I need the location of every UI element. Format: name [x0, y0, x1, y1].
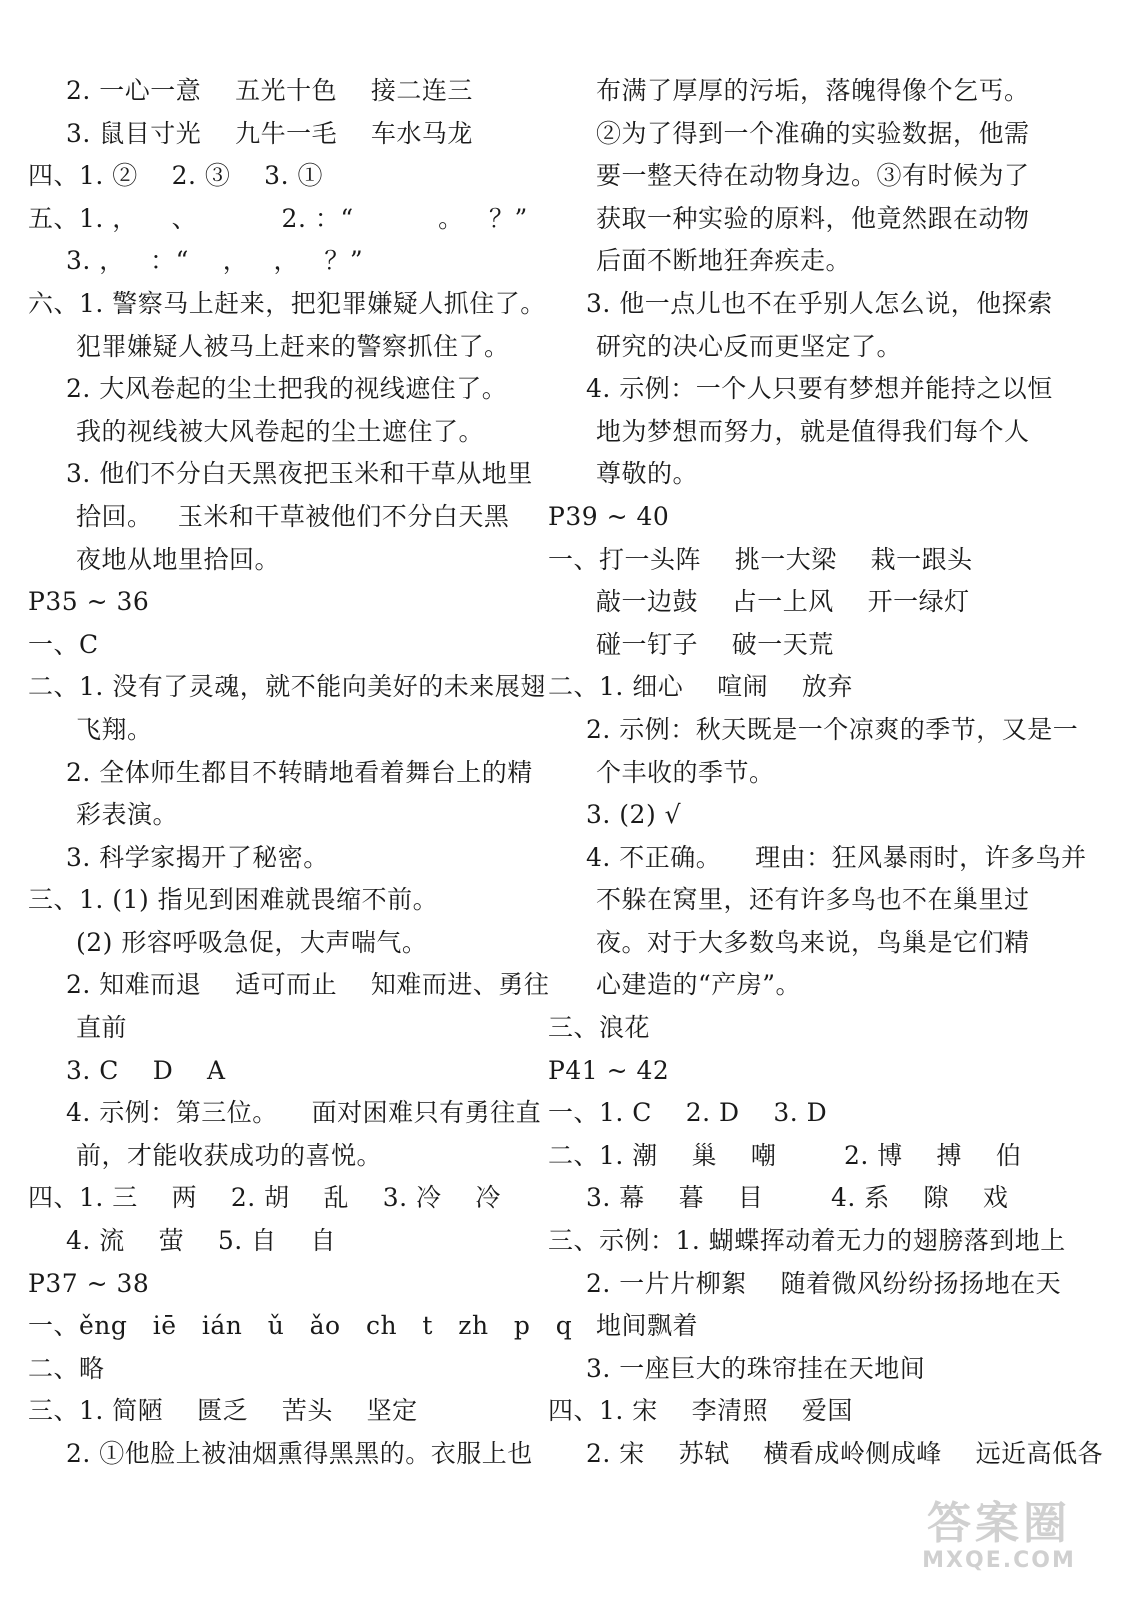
text-line: 前，才能收获成功的喜悦。 — [76, 1140, 383, 1170]
section-heading: 二、1. 潮 巢 嘲 2. 博 搏 伯 — [548, 1140, 1022, 1170]
text-line: 2. 一片片柳絮 随着微风纷纷扬扬地在天 — [586, 1268, 1062, 1298]
text-line: 不躲在窝里，还有许多鸟也不在巢里过 — [596, 885, 1030, 915]
text-line: 3. 科学家揭开了秘密。 — [66, 842, 329, 872]
text-line: 布满了厚厚的污垢，落魄得像个乞丐。 — [596, 76, 1030, 105]
text-line: 2. ①他脸上被油烟熏得黑黑的。衣服上也 — [66, 1439, 533, 1468]
text-line: 4. 示例：第三位。 面对困难只有勇往直 — [66, 1098, 542, 1128]
text-line: 3. ， ：“ ， ， ？” — [66, 246, 364, 276]
section-heading: 三、1. (1) 指见到困难就畏缩不前。 — [28, 885, 439, 915]
watermark-site: MXQE.COM — [922, 1548, 1076, 1573]
text-line: 3. C D A — [66, 1055, 226, 1085]
text-line: 2. 一心一意 五光十色 接二连三 — [66, 76, 473, 105]
text-line: 3. 他们不分白天黑夜把玉米和干草从地里 — [66, 459, 533, 489]
text-line: 4. 示例：一个人只要有梦想并能持之以恒 — [586, 374, 1053, 404]
text-line: 后面不断地狂奔疾走。 — [596, 246, 852, 276]
text-line: 拾回。 玉米和干草被他们不分白天黑 — [76, 501, 510, 531]
section-heading: 一、打一头阵 挑一大梁 栽一跟头 — [548, 544, 973, 574]
section-heading: 三、1. 简陋 匮乏 苦头 坚定 — [28, 1396, 418, 1426]
text-line: 3. (2) √ — [586, 800, 682, 830]
right-column — [548, 70, 1104, 1476]
text-line: 4. 不正确。 理由：狂风暴雨时，许多鸟并 — [586, 842, 1087, 872]
text-line: 研究的决心反而更坚定了。 — [596, 331, 903, 361]
left-column — [28, 70, 573, 1476]
text-line: 个丰收的季节。 — [596, 757, 775, 787]
text-line: 3. 幕 暮 目 4. 系 隙 戏 — [586, 1183, 1009, 1213]
section-heading: 三、浪花 — [548, 1013, 651, 1043]
section-heading: 二、略 — [28, 1353, 105, 1383]
section-heading: 一、C — [28, 629, 99, 659]
page-range-heading: P35 ~ 36 — [28, 587, 150, 617]
text-line: 心建造的“产房”。 — [596, 970, 802, 1000]
text-line: 2. 大风卷起的尘土把我的视线遮住了。 — [66, 374, 508, 404]
text-line: 获取一种实验的原料，他竟然跟在动物 — [596, 203, 1030, 233]
page-range-heading: P41 ~ 42 — [548, 1055, 670, 1085]
section-heading: 五、1. ， 、 2. ：“ 。 ？” — [28, 203, 528, 233]
text-line: 敲一边鼓 占一上风 开一绿灯 — [596, 587, 970, 617]
watermark-logo: 答案圈 — [927, 1498, 1071, 1549]
text-line: 我的视线被大风卷起的尘土遮住了。 — [76, 416, 485, 446]
page-range-heading: P39 ~ 40 — [548, 501, 670, 531]
section-heading: 四、1. 宋 李清照 爱国 — [548, 1396, 853, 1426]
text-line: 地为梦想而努力，就是值得我们每个人 — [596, 416, 1030, 446]
text-line: 犯罪嫌疑人被马上赶来的警察抓住了。 — [76, 331, 510, 361]
section-heading: 二、1. 细心 喧闹 放弃 — [548, 672, 853, 702]
section-heading: 六、1. 警察马上赶来，把犯罪嫌疑人抓住了。 — [28, 288, 546, 318]
text-line: (2) 形容呼吸急促，大声喘气。 — [76, 927, 428, 957]
text-line: 夜。对于大多数鸟来说，鸟巢是它们精 — [596, 927, 1030, 957]
text-line: 彩表演。 — [76, 800, 179, 830]
text-line: ②为了得到一个准确的实验数据，他需 — [596, 118, 1030, 148]
text-line: 夜地从地里拾回。 — [76, 544, 281, 574]
page-range-heading: P37 ~ 38 — [28, 1268, 150, 1298]
section-heading: 一、1. C 2. D 3. D — [548, 1098, 828, 1128]
section-heading: 四、1. ② 2. ③ 3. ① — [28, 161, 323, 191]
text-line: 地间飘着 — [596, 1311, 699, 1341]
text-line: 2. 知难而退 适可而止 知难而进、勇往 — [66, 970, 550, 1000]
watermark — [914, 1498, 1084, 1573]
text-line: 直前 — [76, 1013, 128, 1043]
text-line: 2. 宋 苏轼 横看成岭侧成峰 远近高低各 — [586, 1439, 1104, 1468]
text-line: 要一整天待在动物身边。③有时候为了 — [596, 161, 1030, 191]
text-line: 3. 他一点儿也不在乎别人怎么说，他探索 — [586, 288, 1053, 318]
text-line: 3. 鼠目寸光 九牛一毛 车水马龙 — [66, 118, 473, 148]
text-line: 2. 示例：秋天既是一个凉爽的季节，又是一 — [586, 714, 1079, 744]
section-heading: 一、ěng iē ián ǔ ǎo ch t zh p q — [28, 1311, 573, 1341]
text-line: 2. 全体师生都目不转睛地看着舞台上的精 — [66, 757, 533, 787]
text-line: 3. 一座巨大的珠帘挂在天地间 — [586, 1353, 926, 1383]
text-line: 碰一钉子 破一天荒 — [596, 629, 834, 659]
section-heading: 三、示例：1. 蝴蝶挥动着无力的翅膀落到地上 — [548, 1226, 1066, 1256]
text-line: 4. 流 萤 5. 自 自 — [66, 1226, 336, 1256]
text-line: 飞翔。 — [76, 714, 153, 744]
section-heading: 四、1. 三 两 2. 胡 乱 3. 冷 冷 — [28, 1183, 501, 1213]
text-line: 尊敬的。 — [596, 459, 699, 489]
section-heading: 二、1. 没有了灵魂，就不能向美好的未来展翅 — [28, 672, 546, 702]
